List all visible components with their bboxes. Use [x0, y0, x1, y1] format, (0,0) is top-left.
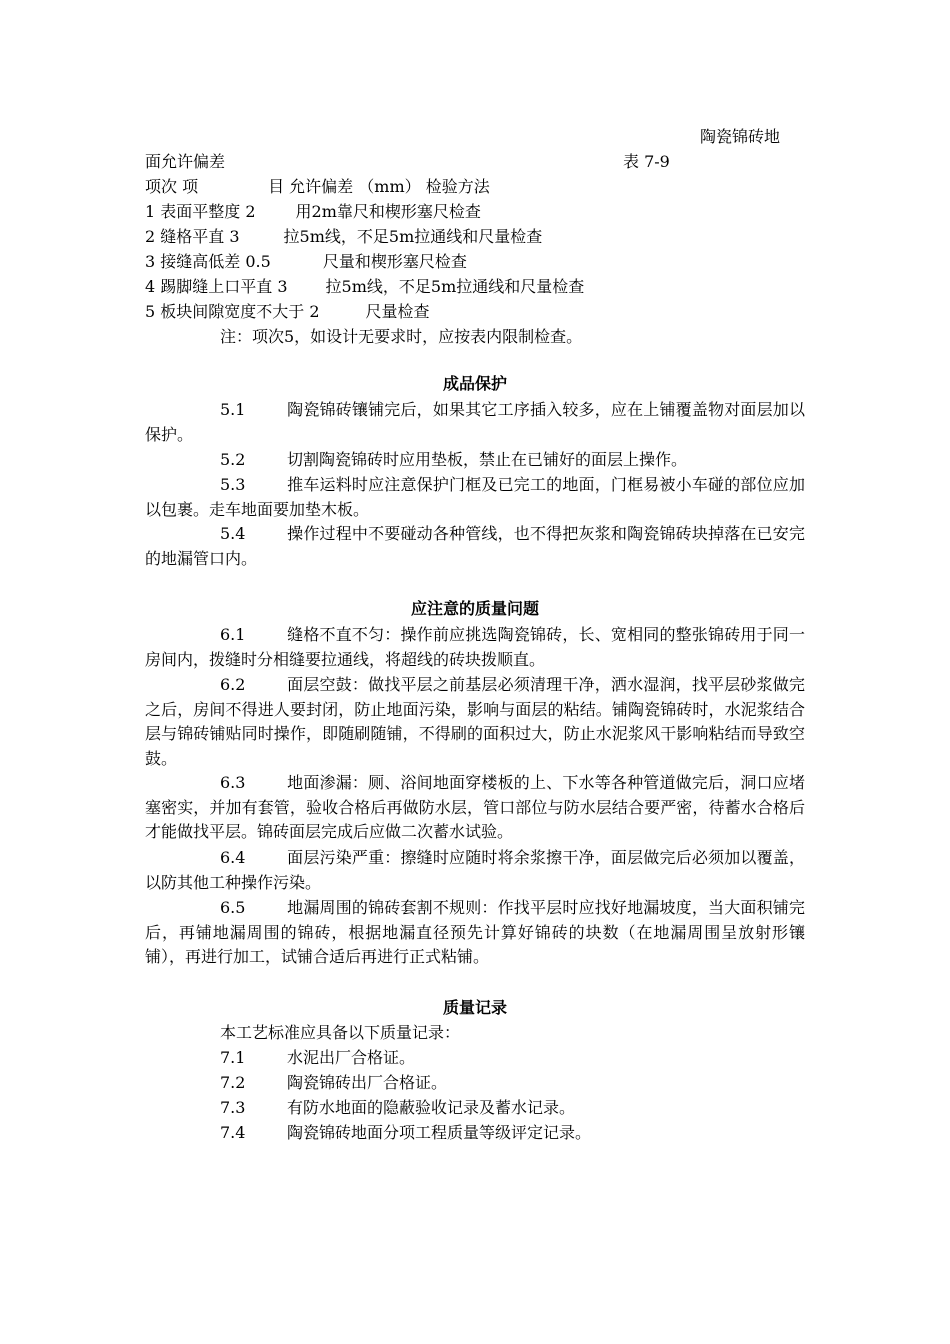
item-number: 6.2: [220, 675, 246, 694]
section-heading-records: 质量记录: [442, 998, 507, 1017]
item-text: 缝格不直不匀：操作前应挑选陶瓷锦砖，长、宽相同的整张锦砖用于同一房间内，拨缝时分相缝要拉通线，将超线的砖块拨顺直。: [145, 625, 805, 669]
table-row: [145, 200, 481, 224]
records-intro: 本工艺标准应具备以下质量记录：: [220, 1023, 461, 1042]
item-number: 5.4: [220, 524, 246, 543]
table-cell: 尺量和楔形塞尺检查: [322, 252, 467, 271]
section-heading-quality: 应注意的质量问题: [410, 599, 539, 618]
item-text: 地漏周围的锦砖套割不规则：作找平层时应找好地漏坡度，当大面积铺完后，再铺地漏周围的锦砖，根据地漏直径预先计算好锦砖的块数（在地漏周围呈放射形镶铺），再进行加工，试铺合适后再进行正式粘铺。: [145, 898, 805, 967]
table-row: [145, 225, 542, 249]
table-cell: 尺量检查: [365, 302, 430, 321]
table-note: 注：项次5，如设计无要求时，应按表内限制检查。: [220, 327, 583, 346]
table-cell: 4 踢脚缝上口平直 3: [145, 277, 288, 296]
table-number: 表 7-9: [623, 152, 670, 171]
paragraph-5-1: [145, 398, 805, 447]
item-text: 切割陶瓷锦砖时应用垫板，禁止在已铺好的面层上操作。: [287, 450, 688, 469]
table-cell: 2 缝格平直 3: [145, 227, 240, 246]
item-text: 有防水地面的隐蔽验收记录及蓄水记录。: [287, 1098, 576, 1117]
table-title-part2: 面允许偏差: [145, 152, 226, 171]
item-text: 陶瓷锦砖镶铺完后，如果其它工序插入较多，应在上铺覆盖物对面层加以保护。: [145, 400, 805, 444]
item-number: 6.4: [220, 848, 246, 867]
table-cell: 用2m靠尺和楔形塞尺检查: [295, 202, 481, 221]
table-cell: 5 板块间隙宽度不大于 2: [145, 302, 320, 321]
table-row: [145, 275, 584, 299]
table-cell: 3 接缝高低差 0.5: [145, 252, 271, 271]
item-text: 陶瓷锦砖出厂合格证。: [287, 1073, 448, 1092]
table-header-col1: 项次 项: [145, 177, 199, 196]
item-number: 5.2: [220, 450, 246, 469]
item-text: 面层污染严重：擦缝时应随时将余浆擦干净，面层做完后必须加以覆盖，以防其他工种操作污染。: [145, 848, 805, 892]
paragraph-5-2: [145, 448, 805, 473]
paragraph-6-1: [145, 623, 805, 672]
table-row: [145, 250, 467, 274]
section-heading-protection: 成品保护: [442, 374, 507, 393]
item-text: 推车运料时应注意保护门框及已完工的地面，门框易被小车碰的部位应加以包裹。走车地面要加垫木板。: [145, 475, 805, 519]
table-header-col2: 目 允许偏差 （mm） 检验方法: [268, 177, 490, 196]
item-number: 5.1: [220, 400, 246, 419]
list-item: [220, 1096, 575, 1120]
table-cell: 拉5m线，不足5m拉通线和尺量检查: [283, 227, 543, 246]
list-item: [220, 1121, 591, 1145]
paragraph-5-4: [145, 522, 805, 571]
item-number: 7.3: [220, 1098, 246, 1117]
item-number: 7.1: [220, 1048, 246, 1067]
item-text: 水泥出厂合格证。: [287, 1048, 416, 1067]
item-number: 6.1: [220, 625, 246, 644]
list-item: [220, 1071, 447, 1095]
list-item: [220, 1046, 415, 1070]
paragraph-6-5: [145, 896, 805, 970]
table-title-part1: 陶瓷锦砖地: [700, 127, 781, 146]
item-number: 7.4: [220, 1123, 246, 1142]
item-number: 6.5: [220, 898, 246, 917]
item-text: 陶瓷锦砖地面分项工程质量等级评定记录。: [287, 1123, 592, 1142]
table-row: [145, 300, 430, 324]
paragraph-6-3: [145, 771, 805, 845]
paragraph-6-2: [145, 673, 805, 771]
table-cell: 拉5m线，不足5m拉通线和尺量检查: [325, 277, 585, 296]
paragraph-5-3: [145, 473, 805, 522]
item-number: 7.2: [220, 1073, 246, 1092]
item-text: 地面渗漏：厕、浴间地面穿楼板的上、下水等各种管道做完后，洞口应堵塞密实，并加有套管，验收合格后再做防水层，管口部位与防水层结合要严密，待蓄水合格后才能做找平层。锦砖面层完成后应做二次蓄水试验。: [145, 773, 805, 842]
item-text: 操作过程中不要碰动各种管线，也不得把灰浆和陶瓷锦砖块掉落在已安完的地漏管口内。: [145, 524, 805, 568]
item-text: 面层空鼓：做找平层之前基层必须清理干净，洒水湿润，找平层砂浆做完之后，房间不得进人要封闭，防止地面污染，影响与面层的粘结。铺陶瓷锦砖时，水泥浆结合层与锦砖铺贴同时操作，即随刷随铺，不得刷的面积过大，防止水泥浆风干影响粘结而导致空鼓。: [145, 675, 805, 768]
item-number: 6.3: [220, 773, 246, 792]
table-header: [145, 175, 490, 199]
paragraph-6-4: [145, 846, 805, 895]
item-number: 5.3: [220, 475, 246, 494]
table-cell: 1 表面平整度 2: [145, 202, 256, 221]
